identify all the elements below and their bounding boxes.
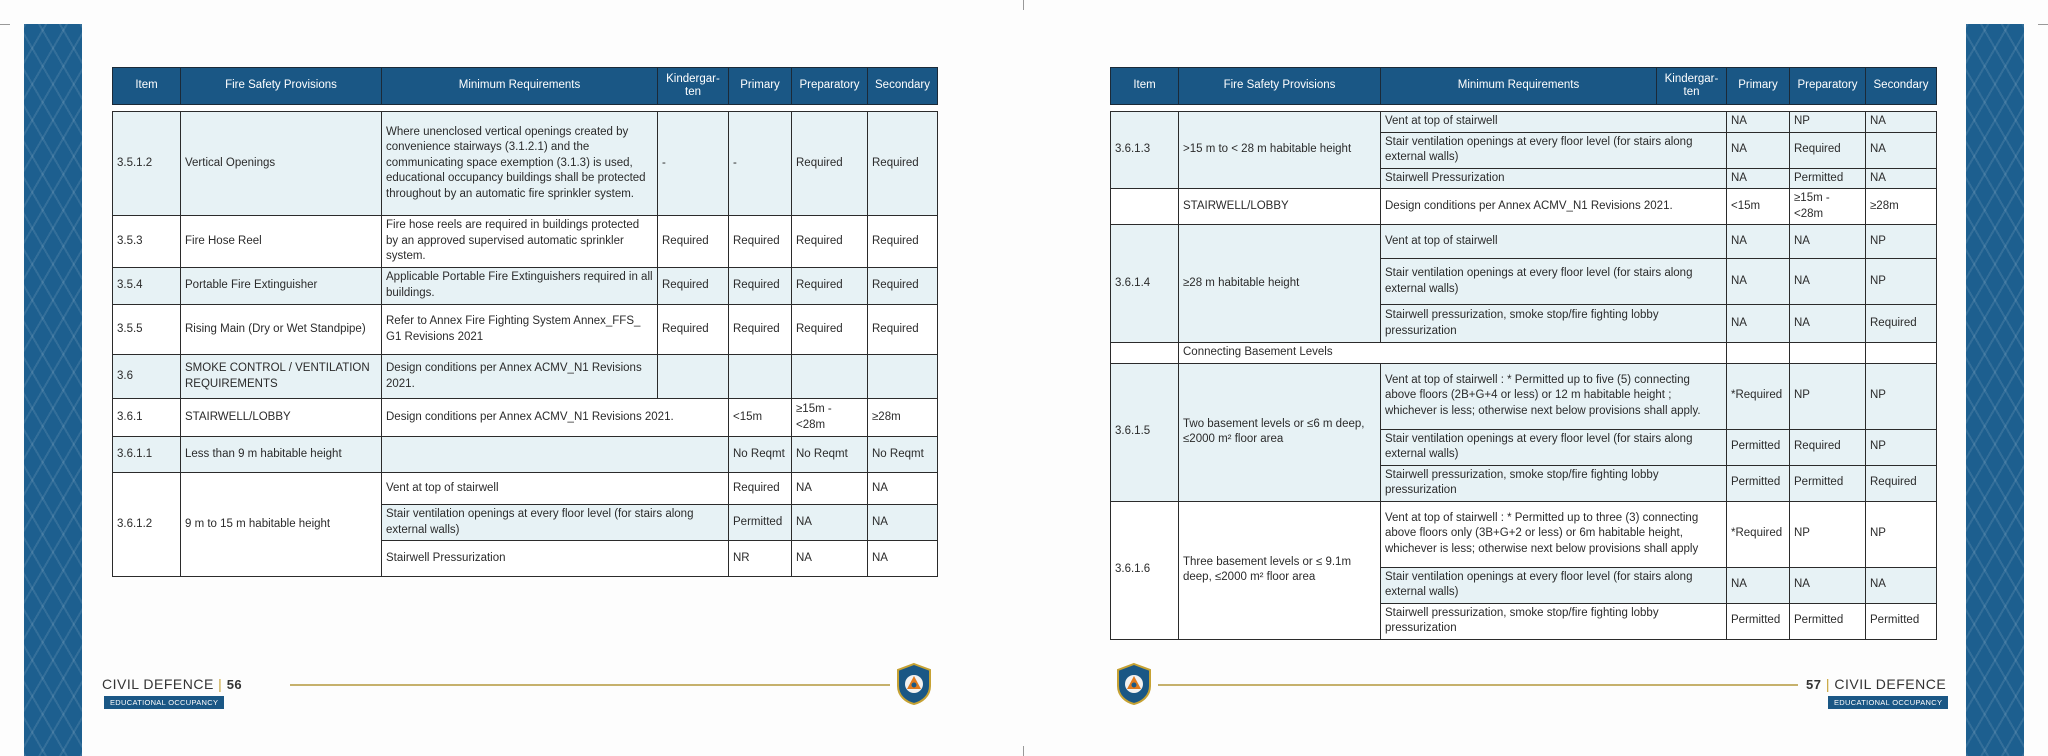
cell-provision: ≥28 m habitable height	[1179, 225, 1381, 343]
cell-secondary: Required	[868, 216, 938, 268]
cell-secondary: Required	[868, 268, 938, 305]
cell-preparatory: NA	[1790, 567, 1866, 603]
cell-secondary: NA	[868, 473, 938, 505]
cell-provision: STAIRWELL/LOBBY	[181, 399, 382, 437]
cell-provision: Vertical Openings	[181, 112, 382, 216]
page-number: 57	[1806, 677, 1822, 692]
header-secondary: Secondary	[868, 68, 938, 105]
cell-preparatory: Permitted	[1790, 465, 1866, 501]
cell-item: 3.6.1.3	[1111, 112, 1179, 189]
section-label-connecting-basement: Connecting Basement Levels	[1179, 343, 1727, 364]
table-row	[113, 399, 938, 437]
cell-primary	[729, 355, 792, 399]
cell-secondary: Required	[868, 305, 938, 355]
cell-primary: NA	[1727, 305, 1790, 343]
table-row	[113, 473, 938, 505]
page-57	[1024, 0, 2048, 756]
crop-mark	[2038, 24, 2048, 25]
cell-secondary	[1866, 343, 1937, 364]
header-requirements: Minimum Requirements	[1381, 68, 1657, 105]
table-row	[1111, 225, 1937, 259]
cell-kindergarten: Required	[658, 305, 729, 355]
cell-primary: NA	[1727, 132, 1790, 168]
cell-requirement: Design conditions per Annex ACMV_N1 Revisions 2021.	[382, 399, 729, 437]
cell-item: 3.6.1.1	[113, 437, 181, 473]
cell-primary: Permitted	[729, 505, 792, 541]
table-row	[113, 268, 938, 305]
cell-requirement: Vent at top of stairwell	[1381, 112, 1727, 133]
cell-item: 3.6	[113, 355, 181, 399]
table-row	[113, 216, 938, 268]
table-row	[1111, 501, 1937, 567]
decorative-side-strip	[1966, 24, 2024, 756]
cell-preparatory: NA	[792, 505, 868, 541]
cell-preparatory: NP	[1790, 112, 1866, 133]
civil-defence-emblem-icon	[894, 662, 934, 706]
cell-preparatory: No Reqmt	[792, 437, 868, 473]
cell-secondary: NA	[1866, 168, 1937, 189]
table-row	[113, 112, 938, 216]
cell-secondary: NA	[868, 541, 938, 577]
cell-item: 3.6.1.4	[1111, 225, 1179, 343]
brand-separator: |	[1825, 676, 1830, 692]
cell-preparatory: Required	[1790, 132, 1866, 168]
cell-preparatory: Required	[792, 268, 868, 305]
cell-provision: Two basement levels or ≤6 m deep, ≤2000 m² floor area	[1179, 363, 1381, 501]
footer-rule	[290, 684, 890, 686]
section-tag: EDUCATIONAL OCCUPANCY	[104, 696, 224, 709]
cell-preparatory: NP	[1790, 501, 1866, 567]
header-provision: Fire Safety Provisions	[181, 68, 382, 105]
cell-secondary: NP	[1866, 429, 1937, 465]
cell-item: 3.5.4	[113, 268, 181, 305]
crop-mark	[0, 24, 10, 25]
cell-item: 3.6.1.2	[113, 473, 181, 577]
cell-secondary: NA	[1866, 112, 1937, 133]
cell-secondary	[868, 355, 938, 399]
cell-primary: NA	[1727, 112, 1790, 133]
cell-secondary: NP	[1866, 363, 1937, 429]
cell-provision: 9 m to 15 m habitable height	[181, 473, 382, 577]
cell-preparatory	[1790, 343, 1866, 364]
table-row	[113, 355, 938, 399]
cell-item: 3.5.1.2	[113, 112, 181, 216]
cell-secondary: NP	[1866, 225, 1937, 259]
brand-name: CIVIL DEFENCE	[1834, 676, 1947, 692]
cell-provision: Three basement levels or ≤ 9.1m deep, ≤2000 m² floor area	[1179, 501, 1381, 639]
cell-primary: Permitted	[1727, 465, 1790, 501]
fire-safety-table-left	[112, 67, 938, 577]
header-requirements: Minimum Requirements	[382, 68, 658, 105]
cell-primary: Permitted	[1727, 603, 1790, 639]
cell-primary: Required	[729, 473, 792, 505]
cell-requirement: Stair ventilation openings at every floor level (for stairs along external walls)	[1381, 429, 1727, 465]
cell-requirement: Stairwell Pressurization	[382, 541, 729, 577]
cell-provision: Portable Fire Extinguisher	[181, 268, 382, 305]
cell-provision: Less than 9 m habitable height	[181, 437, 382, 473]
cell-item: 3.6.1	[113, 399, 181, 437]
cell-preparatory: Required	[792, 305, 868, 355]
cell-preparatory: NA	[792, 473, 868, 505]
cell-requirement: Fire hose reels are required in buildings protected by an approved supervised automatic sprinkler system.	[382, 216, 658, 268]
cell-primary: -	[729, 112, 792, 216]
header-item: Item	[1111, 68, 1179, 105]
cell-preparatory: NA	[1790, 305, 1866, 343]
table-row	[113, 305, 938, 355]
cell-item: 3.6.1.6	[1111, 501, 1179, 639]
cell-requirement: Stair ventilation openings at every floor level (for stairs along external walls)	[1381, 132, 1727, 168]
header-secondary: Secondary	[1866, 68, 1937, 105]
header-primary: Primary	[729, 68, 792, 105]
cell-requirement: Stair ventilation openings at every floor level (for stairs along external walls)	[1381, 259, 1727, 305]
table-row	[1111, 363, 1937, 429]
cell-item: 3.6.1.5	[1111, 363, 1179, 501]
cell-primary: Required	[729, 216, 792, 268]
cell-secondary: NP	[1866, 259, 1937, 305]
cell-provision: STAIRWELL/LOBBY	[1179, 189, 1381, 225]
cell-preparatory: NA	[1790, 259, 1866, 305]
header-kindergarten: Kindergar-ten	[1657, 68, 1727, 105]
header-preparatory: Preparatory	[1790, 68, 1866, 105]
cell-secondary: NP	[1866, 501, 1937, 567]
cell-primary: NA	[1727, 225, 1790, 259]
cell-item	[1111, 343, 1179, 364]
cell-secondary: Permitted	[1866, 603, 1937, 639]
cell-preparatory: Required	[792, 112, 868, 216]
cell-preparatory: Required	[1790, 429, 1866, 465]
header-provision: Fire Safety Provisions	[1179, 68, 1381, 105]
cell-requirement	[382, 437, 729, 473]
crop-mark	[1023, 0, 1024, 10]
header-kindergarten: Kindergar-ten	[658, 68, 729, 105]
cell-kindergarten: Required	[658, 268, 729, 305]
cell-kindergarten	[658, 355, 729, 399]
cell-secondary: No Reqmt	[868, 437, 938, 473]
cell-provision: >15 m to < 28 m habitable height	[1179, 112, 1381, 189]
footer-brand-left	[102, 676, 242, 692]
cell-primary: <15m	[729, 399, 792, 437]
header-item: Item	[113, 68, 181, 105]
cell-requirement: Stairwell pressurization, smoke stop/fire fighting lobby pressurization	[1381, 305, 1727, 343]
cell-preparatory: NA	[792, 541, 868, 577]
cell-primary: NA	[1727, 567, 1790, 603]
decorative-side-strip	[24, 24, 82, 756]
brand-name: CIVIL DEFENCE	[102, 676, 214, 692]
cell-secondary: Required	[1866, 465, 1937, 501]
cell-preparatory: ≥15m - <28m	[792, 399, 868, 437]
cell-primary: <15m	[1727, 189, 1790, 225]
cell-primary: NR	[729, 541, 792, 577]
cell-provision: Rising Main (Dry or Wet Standpipe)	[181, 305, 382, 355]
cell-requirement: Refer to Annex Fire Fighting System Annex_FFS_ G1 Revisions 2021	[382, 305, 658, 355]
cell-kindergarten: Required	[658, 216, 729, 268]
cell-preparatory: Permitted	[1790, 168, 1866, 189]
table-gap-row	[1111, 105, 1937, 112]
cell-preparatory: Permitted	[1790, 603, 1866, 639]
cell-preparatory: Required	[792, 216, 868, 268]
cell-requirement: Stairwell pressurization, smoke stop/fire fighting lobby pressurization	[1381, 465, 1727, 501]
cell-item	[1111, 189, 1179, 225]
table-row	[1111, 112, 1937, 133]
cell-secondary: Required	[1866, 305, 1937, 343]
cell-requirement: Vent at top of stairwell	[1381, 225, 1727, 259]
cell-requirement: Stair ventilation openings at every floor level (for stairs along external walls)	[1381, 567, 1727, 603]
cell-requirement: Stair ventilation openings at every floor level (for stairs along external walls)	[382, 505, 729, 541]
cell-preparatory: NP	[1790, 363, 1866, 429]
cell-requirement: Where unenclosed vertical openings created by convenience stairways (3.1.2.1) and the communicating space exemption (3.1.3) is used, educational occupancy buildings shall be protected throughout by an automatic fire sprinkler system.	[382, 112, 658, 216]
page-number: 56	[226, 677, 243, 692]
cell-primary: Required	[729, 268, 792, 305]
cell-preparatory	[792, 355, 868, 399]
cell-requirement: Vent at top of stairwell : * Permitted up to five (5) connecting above floors (2B+G+4 or less) or 12 m habitable height ; whichever is less; otherwise next below provisions shall apply.	[1381, 363, 1727, 429]
cell-secondary: ≥28m	[1866, 189, 1937, 225]
cell-preparatory: NA	[1790, 225, 1866, 259]
table-row	[113, 437, 938, 473]
cell-secondary: NA	[1866, 132, 1937, 168]
table-header-row	[1111, 68, 1937, 105]
cell-requirement: Vent at top of stairwell	[382, 473, 729, 505]
fire-safety-table-right	[1110, 67, 1937, 640]
cell-primary: *Required	[1727, 501, 1790, 567]
cell-secondary: NA	[868, 505, 938, 541]
footer-brand-right	[1806, 676, 1946, 692]
table-header-row	[113, 68, 938, 105]
cell-secondary: ≥28m	[868, 399, 938, 437]
cell-requirement: Stairwell Pressurization	[1381, 168, 1727, 189]
cell-secondary: NA	[1866, 567, 1937, 603]
header-primary: Primary	[1727, 68, 1790, 105]
cell-requirement: Vent at top of stairwell : * Permitted up to three (3) connecting above floors only (3B+G+2 or less) or 6m habitable height, whichever is less; otherwise next below provisions shall apply	[1381, 501, 1727, 567]
cell-item: 3.5.5	[113, 305, 181, 355]
cell-provision: Fire Hose Reel	[181, 216, 382, 268]
brand-separator: |	[218, 676, 223, 692]
cell-requirement: Stairwell pressurization, smoke stop/fire fighting lobby pressurization	[1381, 603, 1727, 639]
table-gap-row	[113, 105, 938, 112]
cell-primary: No Reqmt	[729, 437, 792, 473]
cell-primary: Required	[729, 305, 792, 355]
footer-rule	[1158, 684, 1798, 686]
crop-mark	[1023, 746, 1024, 756]
civil-defence-emblem-icon	[1114, 662, 1154, 706]
cell-primary: Permitted	[1727, 429, 1790, 465]
header-preparatory: Preparatory	[792, 68, 868, 105]
cell-primary	[1727, 343, 1790, 364]
cell-provision: SMOKE CONTROL / VENTILATION REQUIREMENTS	[181, 355, 382, 399]
table-row	[1111, 343, 1937, 364]
cell-primary: NA	[1727, 168, 1790, 189]
cell-requirement: Design conditions per Annex ACMV_N1 Revisions 2021.	[1381, 189, 1727, 225]
cell-kindergarten: -	[658, 112, 729, 216]
cell-primary: NA	[1727, 259, 1790, 305]
cell-requirement: Design conditions per Annex ACMV_N1 Revisions 2021.	[382, 355, 658, 399]
cell-preparatory: ≥15m - <28m	[1790, 189, 1866, 225]
cell-item: 3.5.3	[113, 216, 181, 268]
cell-requirement: Applicable Portable Fire Extinguishers required in all buildings.	[382, 268, 658, 305]
cell-secondary: Required	[868, 112, 938, 216]
table-row	[1111, 189, 1937, 225]
section-tag: EDUCATIONAL OCCUPANCY	[1828, 696, 1948, 709]
cell-primary: *Required	[1727, 363, 1790, 429]
